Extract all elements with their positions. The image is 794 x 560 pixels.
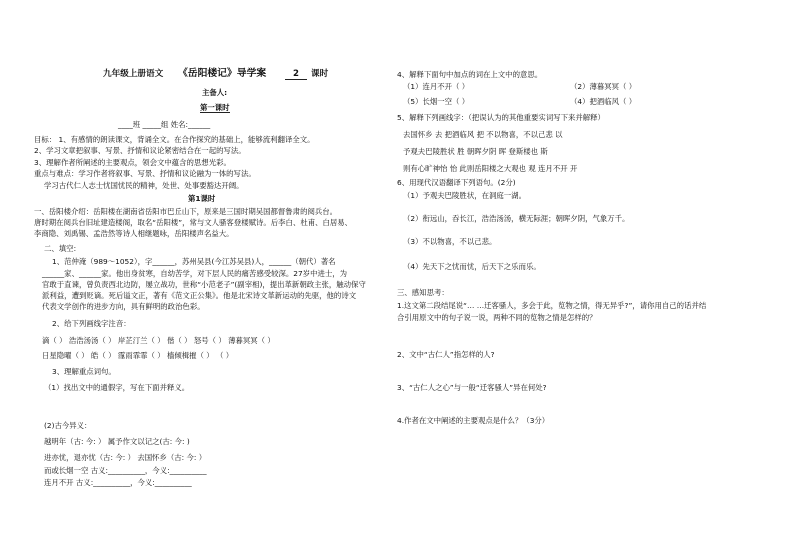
q4-item: （5）长烟一空（ ） xyxy=(403,97,470,106)
ancient-modern-line: 越明年（古: 今: ） 属予作文以记之(古: 今: ) xyxy=(44,437,190,446)
intro-line: 唐时期在阅兵台旧址建造楼阁，取名“岳阳楼”，常与文人骚客登楼赋诗。后李白、杜甫、白居易、 xyxy=(34,218,353,227)
author-label: 主备人: xyxy=(202,88,228,97)
fill-line: 代表文学创作的进步方向，具有鲜明的政治色彩。 xyxy=(42,302,205,311)
vocab-question-2: (2)古今异义： xyxy=(44,421,92,430)
q6-item: （3）不以物喜，不以己悲。 xyxy=(403,237,497,246)
fill-line: 官敢于直谏，曾负责西北边防，屡立战功，世称“小范老子”(副宰相)，提出革新朝政主张，触动保守 xyxy=(42,280,366,289)
q4-item: （4）把酒临风（ ） xyxy=(570,97,637,106)
q6-item: （4）先天下之忧而忧，后天下之乐而乐。 xyxy=(403,262,541,271)
q4-heading: 4、解释下面句中加点的词在上文中的意思。 xyxy=(397,70,543,79)
q4-item: （1）连月不开（ ） xyxy=(403,82,470,91)
pron-line: 滴（ ） 浩浩汤汤（ ） 岸芷汀兰（ ） 偕（ ） 怒号（ ） 薄暮冥冥（ ） xyxy=(42,336,275,345)
ancient-modern-line: 进亦忧，退亦忧（古: 今: ） 去国怀乡（古: 今: ） xyxy=(44,453,207,462)
section3-question-3: 3、“古仁人之心”与一般“迁客骚人”异在何处? xyxy=(397,383,547,392)
q6-heading: 6、用现代汉语翻译下列语句。(2分) xyxy=(397,178,516,187)
section3-heading: 三、感知思考： xyxy=(397,288,449,297)
goal-line: 3、理解作者所阐述的主要观点，领会文中蕴含的思想光彩。 xyxy=(34,158,231,167)
q5-line: 则有心旷神怡 怡 此则岳阳楼之大观也 观 连月不开 开 xyxy=(403,164,578,173)
vocab-heading: 3、理解重点词句。 xyxy=(52,367,116,376)
q5-line: 予观夫巴陵胜状 胜 朝晖夕阴 晖 登斯楼也 斯 xyxy=(403,147,548,156)
vocab-question-1: （1）找出文中的通假字，写在下面并释义。 xyxy=(44,383,190,392)
pron-heading: 2、给下列画线字注音： xyxy=(52,319,131,328)
ancient-modern-line: 连月不开 古义:__________，今义:__________ xyxy=(44,478,192,487)
section3-question-1: 1.这文第二段结尾说“… …迁客骚人，多会于此，览物之情，得无异乎?”，请你用自己的话并结 xyxy=(397,301,707,310)
fill-line: ______家、______家。他出身贫寒，自幼苦学，对下层人民的痛苦感受较深。27岁中进士，为 xyxy=(42,269,348,278)
fill-line: 派利益，遭到贬谪。死后谥文正，著有《范文正公集》。他是北宋诗文革新运动的先驱，他的诗文 xyxy=(42,291,357,300)
q4-item: （2）薄暮冥冥（ ） xyxy=(570,82,637,91)
q5-line: 去国怀乡 去 把酒临风 把 不以物喜，不以己悲 以 xyxy=(403,130,563,139)
ancient-modern-line: 而或长烟一空 古义:__________，今义:__________ xyxy=(44,466,207,475)
q6-item: （2）衔远山，吞长江，浩浩汤汤，横无际涯；朝晖夕阴，气象万千。 xyxy=(403,214,630,223)
goal-line: 2、学习文章把叙事、写景、抒情和议论紧密结合在一起的写法。 xyxy=(34,146,246,155)
intro-line: 李商隐、刘禹锡、孟浩然等诗人相继题咏，岳阳楼声名益大。 xyxy=(34,229,234,238)
lesson1-heading: 第一课时 xyxy=(200,103,230,112)
title-subject: 九年级上册语文 xyxy=(103,69,164,79)
intro-line: 一、岳阳楼介绍：岳阳楼在湖南省岳阳市巴丘山下，原来是三国时期吴国都督鲁肃的阅兵台。 xyxy=(34,207,338,216)
section3-question-1-cont: 合引用原文中的句子说一说，两种不同的览物之情是怎样的？ xyxy=(397,313,597,322)
title-lesson-word: 课时 xyxy=(311,69,329,79)
worksheet-title: 《岳阳楼记》导学案 xyxy=(178,68,267,79)
fill-line: 1、范仲淹（989～1052），字______，苏州吴县(今江苏吴县)人，______（朝代）著名 xyxy=(52,257,336,266)
goal-line: 学习古代仁人志士忧国忧民的精神，处世、处事要豁达开阔。 xyxy=(44,181,244,190)
lesson1b-heading: 第1课时 xyxy=(188,194,216,203)
q5-heading: 5、解释下列画线字：（把误认为的其他重要实词写下来并解释） xyxy=(397,113,605,122)
fill-heading: 二、填空: xyxy=(44,244,77,253)
class-name-line: ____班 _____组 姓名:______ xyxy=(118,120,211,129)
section3-question-4: 4.作者在文中阐述的主要观点是什么？（3分） xyxy=(397,416,550,425)
goal-line: 目标： 1、有感情的朗读课文，背诵全文。在合作探究的基础上，能够流利翻译全文。 xyxy=(34,135,315,144)
goal-line: 重点与难点：学习作者将叙事、写景、抒情和议论融为一体的写法。 xyxy=(34,169,256,178)
q6-item: （1）予观夫巴陵胜状，在洞庭一湖。 xyxy=(403,191,526,200)
lesson-number: 2 xyxy=(285,70,307,80)
pron-line: 日星隐曜（ ） 皓（ ） 霪雨霏霏（ ） 樯倾楫摧（ ） （ ） xyxy=(42,351,234,360)
section3-question-2: 2、文中“古仁人”指怎样的人? xyxy=(397,350,495,359)
